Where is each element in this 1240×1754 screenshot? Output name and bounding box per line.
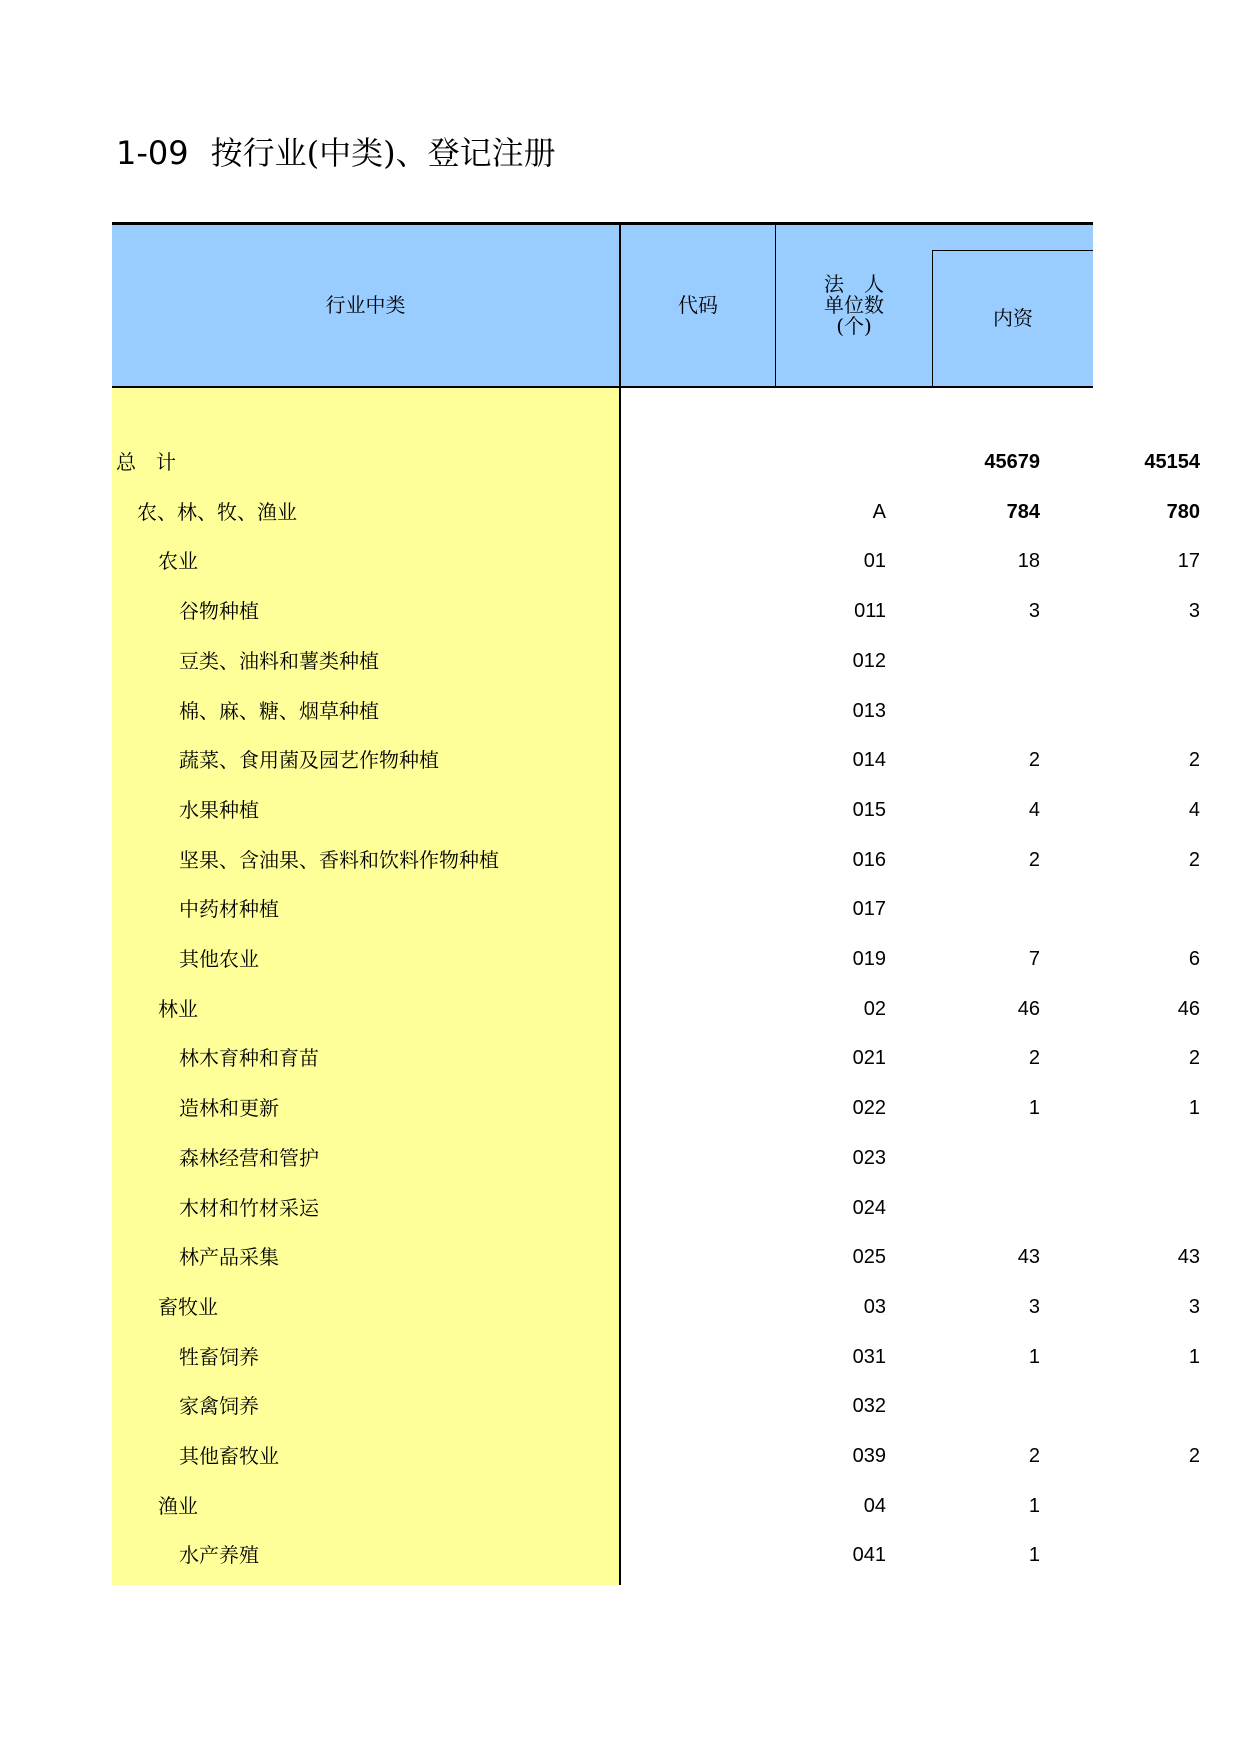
row-domestic-count <box>1042 1133 1200 1183</box>
row-unit-count: 45679 <box>984 451 1040 473</box>
row-code: 021 <box>852 1047 886 1070</box>
table-row <box>112 1381 1093 1431</box>
table-row <box>112 437 1200 487</box>
row-unit-count <box>888 686 1040 736</box>
table-row <box>112 934 1200 984</box>
row-industry-name: 农业 <box>158 549 198 574</box>
table-row <box>112 586 1200 636</box>
row-unit-count: 4 <box>1028 798 1040 821</box>
row-unit-count: 1 <box>1028 1544 1040 1567</box>
row-code: 015 <box>852 798 886 821</box>
table-row <box>112 1282 1200 1332</box>
header-units-line3: (个) <box>836 314 872 338</box>
domestic-top-rule <box>932 250 1093 251</box>
row-industry-name: 家禽饲养 <box>179 1394 259 1419</box>
table-row <box>112 1481 1093 1531</box>
header-units-line2: 单位数 <box>824 293 884 317</box>
row-unit-count: 18 <box>1017 550 1040 573</box>
row-domestic-count <box>1042 1183 1200 1233</box>
row-unit-count: 2 <box>1028 749 1040 772</box>
table-row <box>112 835 1200 885</box>
row-industry-name: 棉、麻、糖、烟草种植 <box>179 698 379 723</box>
table-row <box>112 1083 1200 1133</box>
row-domestic-count <box>1042 1381 1200 1431</box>
row-industry-name: 农、林、牧、渔业 <box>137 499 297 524</box>
row-domestic-count: 780 <box>1166 500 1200 523</box>
row-domestic-count: 17 <box>1177 550 1200 573</box>
row-industry-name: 牲畜饲养 <box>179 1344 259 1369</box>
row-domestic-count: 46 <box>1177 997 1200 1020</box>
table-row <box>112 536 1200 586</box>
row-unit-count <box>888 1381 1040 1431</box>
row-industry-name: 森林经营和管护 <box>179 1145 319 1170</box>
table-row <box>112 1431 1200 1481</box>
row-unit-count: 3 <box>1028 1295 1040 1318</box>
header-domestic: 内资 <box>993 306 1033 330</box>
row-domestic-count <box>1042 636 1200 686</box>
row-unit-count: 2 <box>1028 1047 1040 1070</box>
row-industry-name: 木材和竹材采运 <box>179 1195 319 1220</box>
table-row <box>112 1332 1200 1382</box>
row-domestic-count <box>1042 1530 1200 1580</box>
row-code: 023 <box>852 1146 886 1169</box>
table-row <box>112 1133 1093 1183</box>
header-industry: 行业中类 <box>325 293 406 317</box>
row-unit-count: 43 <box>1017 1246 1040 1269</box>
row-domestic-count: 1 <box>1188 1097 1200 1120</box>
table-row <box>112 785 1200 835</box>
header-units-line1: 法 人 <box>824 272 884 296</box>
row-industry-name: 林木育种和育苗 <box>179 1046 319 1071</box>
row-industry-name: 谷物种植 <box>179 599 259 624</box>
row-industry-name: 其他农业 <box>179 947 259 971</box>
header-code: 代码 <box>678 293 718 317</box>
row-unit-count: 2 <box>1028 848 1040 871</box>
row-code: 02 <box>863 997 886 1020</box>
table-row <box>112 1033 1200 1083</box>
row-unit-count: 3 <box>1028 600 1040 623</box>
row-domestic-count: 43 <box>1177 1246 1200 1269</box>
row-code: 01 <box>863 550 886 573</box>
row-code: 019 <box>852 948 886 970</box>
row-code: 024 <box>852 1196 886 1219</box>
row-industry-name: 水果种植 <box>179 797 259 822</box>
row-unit-count: 46 <box>1017 997 1040 1020</box>
row-code: 014 <box>852 749 886 772</box>
row-code: 022 <box>852 1097 886 1120</box>
row-industry-name: 渔业 <box>158 1493 198 1518</box>
row-code: 03 <box>863 1295 886 1318</box>
row-code: 031 <box>852 1345 886 1368</box>
page-title <box>116 128 556 174</box>
row-unit-count <box>888 884 1040 934</box>
row-unit-count <box>888 1133 1040 1183</box>
row-unit-count: 2 <box>1028 1445 1040 1467</box>
row-domestic-count: 1 <box>1188 1345 1200 1368</box>
row-code: 013 <box>852 699 886 722</box>
row-code <box>620 437 886 487</box>
row-domestic-count: 45154 <box>1144 451 1200 473</box>
table-row <box>112 1183 1093 1233</box>
row-domestic-count: 2 <box>1188 848 1200 871</box>
row-unit-count: 7 <box>1028 948 1040 970</box>
row-industry-name: 畜牧业 <box>158 1294 218 1319</box>
table-row <box>112 884 1093 934</box>
row-code: 04 <box>863 1494 886 1517</box>
row-code: 025 <box>852 1246 886 1269</box>
row-industry-name: 其他畜牧业 <box>179 1444 279 1468</box>
row-unit-count <box>888 1183 1040 1233</box>
table-row <box>112 686 1093 736</box>
row-domestic-count: 3 <box>1188 1295 1200 1318</box>
row-industry-name: 坚果、含油果、香料和饮料作物种植 <box>179 847 499 872</box>
row-code: 041 <box>852 1544 886 1567</box>
row-industry-name: 总 计 <box>116 450 176 474</box>
row-domestic-count: 2 <box>1188 749 1200 772</box>
row-code: 016 <box>852 848 886 871</box>
row-industry-name: 蔬菜、食用菌及园艺作物种植 <box>179 748 439 773</box>
row-domestic-count: 6 <box>1188 948 1200 970</box>
row-code: A <box>872 500 886 523</box>
table-row <box>112 1530 1093 1580</box>
row-industry-name: 林产品采集 <box>179 1245 279 1270</box>
row-domestic-count: 2 <box>1188 1047 1200 1070</box>
row-domestic-count: 2 <box>1188 1445 1200 1467</box>
row-industry-name: 豆类、油料和薯类种植 <box>179 648 379 673</box>
table-row <box>112 735 1200 785</box>
row-industry-name: 中药材种植 <box>179 897 279 922</box>
row-unit-count: 1 <box>1028 1345 1040 1368</box>
table-row <box>112 487 1200 537</box>
table-number: 1-09 <box>116 134 189 172</box>
table-row <box>112 984 1200 1034</box>
row-domestic-count: 4 <box>1188 798 1200 821</box>
table-title-text: 按行业(中类)、登记注册 <box>210 134 556 172</box>
row-code: 012 <box>852 649 886 672</box>
row-unit-count <box>888 636 1040 686</box>
table-row <box>112 636 1093 686</box>
row-unit-count: 1 <box>1028 1494 1040 1517</box>
table-row <box>112 1232 1200 1282</box>
row-code: 017 <box>852 898 886 921</box>
row-code: 011 <box>854 600 886 623</box>
row-domestic-count: 3 <box>1188 600 1200 623</box>
row-unit-count: 784 <box>1006 500 1040 523</box>
row-domestic-count <box>1042 1481 1200 1531</box>
row-code: 039 <box>852 1445 886 1467</box>
row-domestic-count <box>1042 884 1200 934</box>
row-industry-name: 水产养殖 <box>179 1543 259 1568</box>
row-code: 032 <box>852 1395 886 1418</box>
row-unit-count: 1 <box>1028 1097 1040 1120</box>
row-industry-name: 造林和更新 <box>179 1096 279 1121</box>
row-industry-name: 林业 <box>158 996 198 1021</box>
header-units <box>776 274 932 337</box>
row-domestic-count <box>1042 686 1200 736</box>
